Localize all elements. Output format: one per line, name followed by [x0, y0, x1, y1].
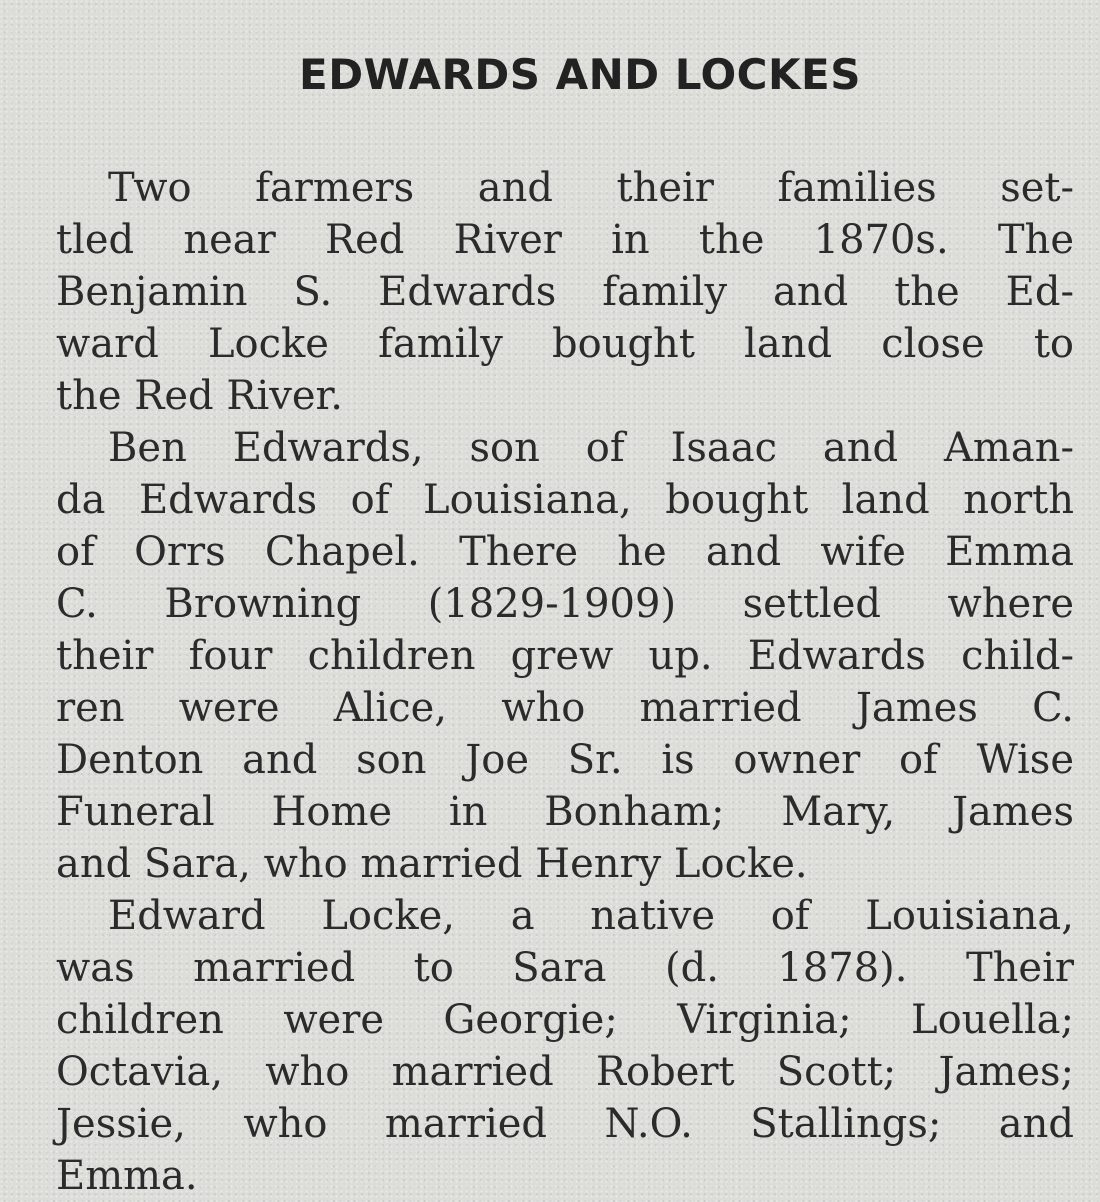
text-line: their four children grew up. Edwards child-	[56, 633, 1074, 679]
text-line: Denton and son Joe Sr. is owner of Wise	[56, 737, 1074, 783]
text-line: C. Browning (1829-1909) settled where	[56, 581, 1074, 627]
text-line: was married to Sara (d. 1878). Their	[56, 945, 1074, 991]
text-line: Benjamin S. Edwards family and the Ed-	[56, 269, 1074, 315]
text-line: of Orrs Chapel. There he and wife Emma	[56, 529, 1074, 575]
text-line: the Red River.	[56, 373, 343, 419]
text-line: Edward Locke, a native of Louisiana,	[108, 893, 1074, 939]
text-line: ward Locke family bought land close to	[56, 321, 1074, 367]
text-line: Octavia, who married Robert Scott; James;	[56, 1049, 1074, 1095]
text-line: da Edwards of Louisiana, bought land north	[56, 477, 1074, 523]
paragraph-3	[56, 890, 1074, 1202]
text-line: Jessie, who married N.O. Stallings; and	[56, 1101, 1074, 1147]
paragraph-2	[56, 422, 1074, 890]
text-line: Ben Edwards, son of Isaac and Aman-	[108, 425, 1074, 471]
article-body	[56, 162, 1074, 1202]
text-line: ren were Alice, who married James C.	[56, 685, 1074, 731]
paragraph-1	[56, 162, 1074, 422]
text-line: tled near Red River in the 1870s. The	[56, 217, 1074, 263]
text-line: Two farmers and their families set-	[108, 165, 1074, 211]
text-line: Funeral Home in Bonham; Mary, James	[56, 789, 1074, 835]
text-line: children were Georgie; Virginia; Louella;	[56, 997, 1074, 1043]
article-title: EDWARDS AND LOCKES	[299, 50, 861, 99]
text-line: and Sara, who married Henry Locke.	[56, 841, 808, 887]
text-line: Emma.	[56, 1153, 198, 1199]
